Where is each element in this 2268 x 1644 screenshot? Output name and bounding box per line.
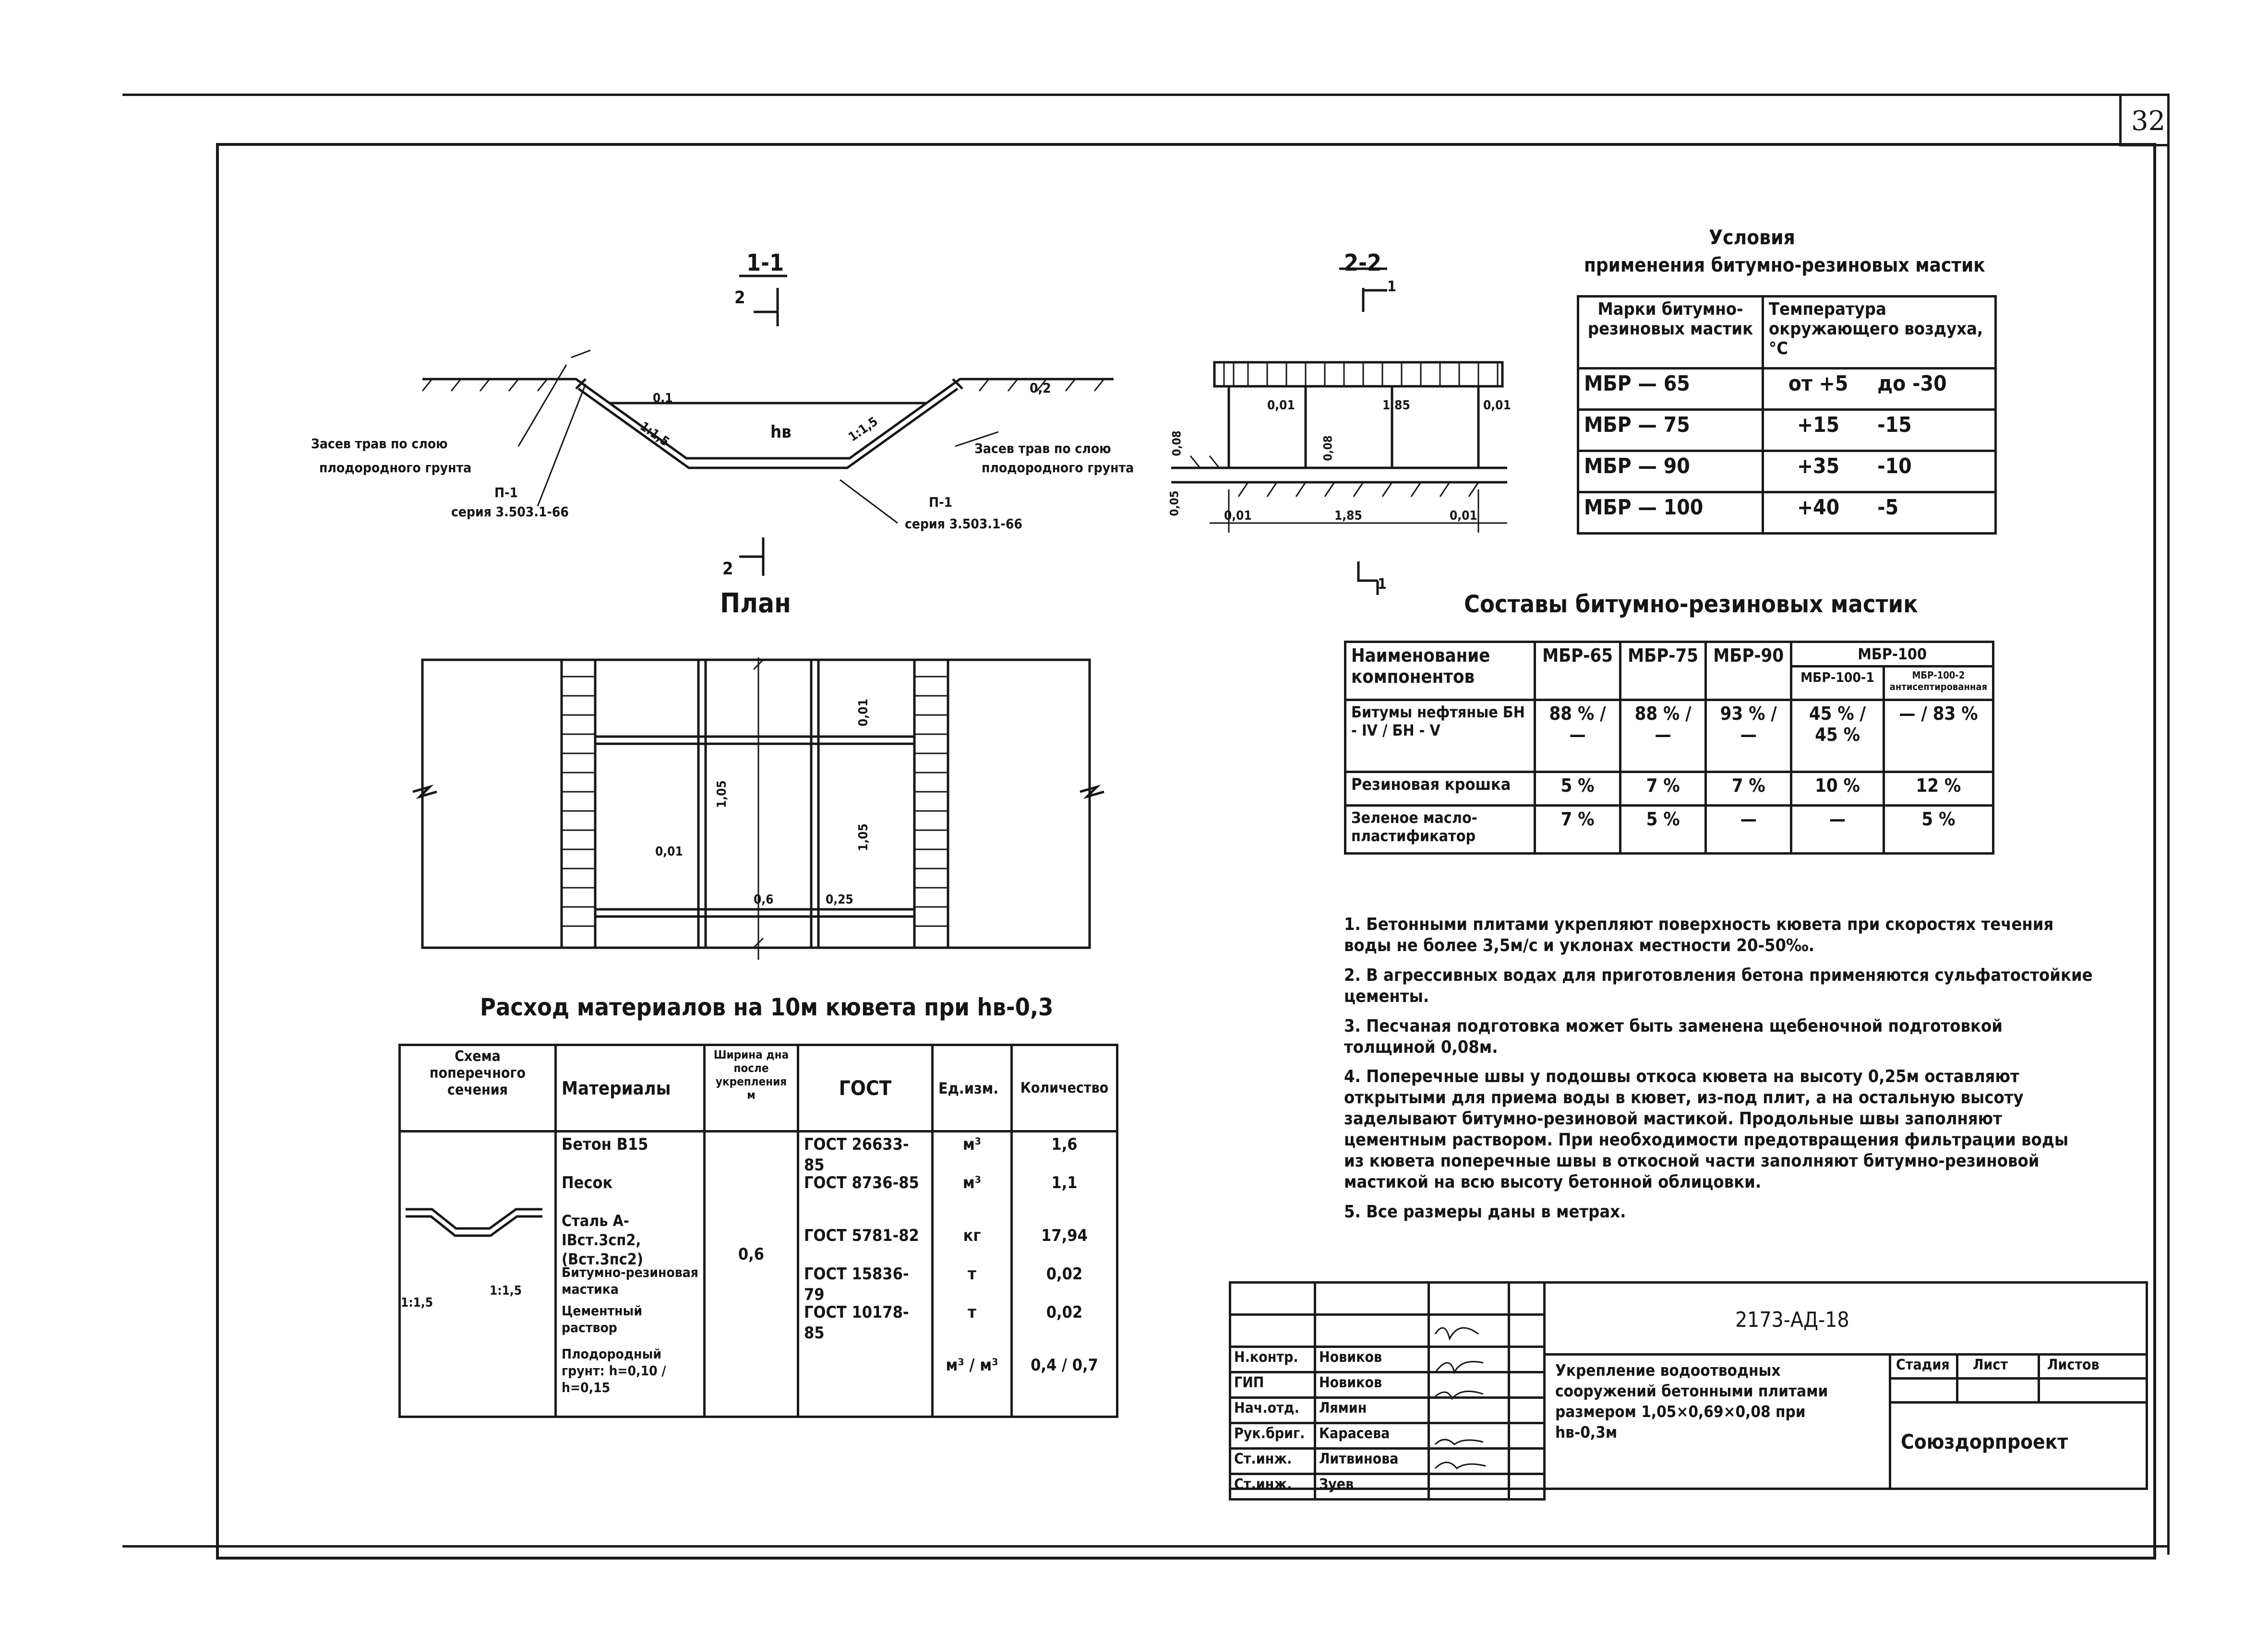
stamp-name: Лямин	[1315, 1398, 1429, 1423]
comp-cell: 7 %	[1535, 806, 1620, 854]
conditions-subtitle: применения битумно-резиновых мастик	[1584, 254, 1985, 276]
slope-right-label: 1:1,5	[846, 414, 881, 445]
mat-names	[556, 1132, 705, 1417]
conditions-from: +40	[1763, 492, 1873, 534]
conditions-to: -5	[1872, 492, 1995, 534]
conditions-brand: МБР — 100	[1578, 492, 1763, 534]
section-1-1-cut-bottom: 2	[722, 559, 733, 579]
plan-dim-001-left: 0,01	[655, 845, 683, 859]
mat-name: Бетон В15	[562, 1135, 648, 1154]
mat-qtys	[1012, 1132, 1117, 1417]
s22-dim-008-a: 0,08	[1321, 435, 1335, 461]
plan-dim-06: 0,6	[754, 893, 774, 907]
stamp-name: Новиков	[1315, 1372, 1429, 1398]
stamp-code-divider	[1546, 1353, 2146, 1356]
conditions-head-brand: Марки битумно-резиновых мастик	[1578, 297, 1763, 369]
s22-dim-005: 0,05	[1167, 490, 1181, 516]
conditions-table	[1577, 295, 1997, 535]
mat-head-scheme: Схема поперечного сечения	[400, 1045, 556, 1132]
grass-left-line1: Засев трав по слою	[311, 436, 448, 452]
mat-qty: 0,4 / 0,7	[1031, 1356, 1098, 1375]
comp-row-rubber: Резиновая крошка	[1345, 772, 1535, 806]
plan-label: План	[720, 588, 791, 619]
stamp-role: Рук.бриг.	[1230, 1423, 1315, 1449]
stamp-sheet: Лист	[1973, 1357, 2008, 1373]
stamp-name: Новиков	[1315, 1347, 1429, 1372]
mat-unit: м³	[962, 1135, 982, 1154]
water-depth-label: hв	[770, 422, 792, 442]
stamp-code: 2173-АД-18	[1735, 1308, 1849, 1332]
conditions-to: -15	[1872, 410, 1995, 451]
s22-dim-001-d: 0,01	[1450, 509, 1477, 523]
mat-unit: м³ / м³	[946, 1356, 998, 1375]
conditions-brand: МБР — 65	[1578, 369, 1763, 410]
comp-cell: 12 %	[1884, 772, 1993, 806]
conditions-from: +15	[1763, 410, 1873, 451]
comp-cell: 45 % / 45 %	[1791, 700, 1884, 772]
stamp-col-div1	[1956, 1353, 1958, 1401]
mat-qty: 17,94	[1041, 1226, 1088, 1245]
comp-cell: 88 % / —	[1535, 700, 1620, 772]
mat-unit: т	[968, 1303, 976, 1322]
mat-head-materials: Материалы	[556, 1045, 705, 1132]
grass-right-line2: плодородного грунта	[982, 460, 1134, 476]
mat-width-cell	[705, 1132, 798, 1417]
mat-name: Плодородный грунт: h=0,10 / h=0,15	[562, 1346, 666, 1395]
stamp-role: Н.контр.	[1230, 1347, 1315, 1372]
mat-unit: т	[968, 1264, 976, 1284]
stamp-stage-row-bottom2	[1889, 1401, 2146, 1404]
scheme-slope-left: 1:1,5	[401, 1296, 433, 1310]
note-item: 5. Все размеры даны в метрах.	[1344, 1202, 1626, 1222]
stamp-block	[1229, 1281, 2148, 1493]
mat-unit: м³	[962, 1173, 982, 1192]
comp-head-mbr90: МБР-90	[1706, 642, 1791, 700]
mat-qty: 0,02	[1046, 1264, 1083, 1284]
note-item: 3. Песчаная подготовка может быть заменена щебеночной подготовкой толщиной 0,08м.	[1344, 1016, 2003, 1057]
mat-qty: 1,1	[1051, 1173, 1078, 1192]
conditions-title: Условия	[1709, 226, 1795, 249]
series-left: серия 3.503.1-66	[451, 504, 569, 520]
materials-title: Расход материалов на 10м кювета при hв-0,3	[480, 993, 1054, 1021]
conditions-from: от +5	[1763, 369, 1873, 410]
slope-left-label: 1:1,5	[637, 419, 672, 450]
mat-head-width: Ширина дна после укрепления м	[705, 1045, 798, 1132]
comp-row-bitumen: Битумы нефтяные БН - IV / БН - V	[1345, 700, 1535, 772]
mat-gost: ГОСТ 15836-79	[804, 1264, 909, 1304]
stamp-stage-row-bottom	[1889, 1377, 2146, 1380]
mat-scheme-cell	[400, 1132, 556, 1417]
comp-row-oil: Зеленое масло-пластификатор	[1345, 806, 1535, 854]
conditions-brand: МБР — 75	[1578, 410, 1763, 451]
comp-head-mbr65: МБР-65	[1535, 642, 1620, 700]
s22-dim-008-b: 0,08	[1170, 430, 1184, 456]
comp-cell: 93 % / —	[1706, 700, 1791, 772]
section-2-2-cut-bottom: 1	[1378, 576, 1387, 593]
comp-cell: —	[1791, 806, 1884, 854]
comp-cell: 5 %	[1884, 806, 1993, 854]
composition-title: Составы битумно-резиновых мастик	[1464, 590, 1918, 618]
section-1-1-label: 1-1	[746, 250, 784, 276]
comp-cell: 7 %	[1620, 772, 1706, 806]
mat-name: Сталь А-IВст.3сп2, (Вст.3пс2)	[562, 1212, 643, 1268]
mat-unit: кг	[963, 1226, 981, 1245]
mat-width: 0,6	[738, 1245, 765, 1264]
s22-dim-185: 1,85	[1382, 398, 1410, 413]
conditions-to: до -30	[1872, 369, 1995, 410]
plan-dim-025: 0,25	[826, 893, 853, 907]
mat-name: Песок	[562, 1173, 613, 1192]
plan-dim-105-b: 1,05	[856, 823, 871, 851]
series-right: серия 3.503.1-66	[905, 516, 1022, 532]
scheme-slope-right: 1:1,5	[490, 1284, 522, 1298]
plan-dim-105-a: 1,05	[714, 780, 729, 808]
s22-dim-001-b: 0,01	[1483, 398, 1511, 413]
conditions-to: -10	[1872, 451, 1995, 492]
comp-head-mbr100: МБР-100	[1791, 642, 1993, 667]
mat-gost: ГОСТ 8736-85	[804, 1173, 919, 1192]
dim-01: 0,1	[653, 391, 673, 405]
comp-cell: —	[1706, 806, 1791, 854]
comp-cell: 5 %	[1535, 772, 1620, 806]
mat-head-unit: Ед.изм.	[933, 1045, 1012, 1132]
section-1-1-cut-top: 2	[734, 288, 745, 308]
dim-02: 0,2	[1030, 380, 1051, 396]
grass-left-line2: плодородного грунта	[319, 460, 472, 476]
section-2-2-label: 2-2	[1344, 250, 1382, 276]
mat-name: Битумно-резиновая мастика	[562, 1264, 698, 1297]
stamp-people-table	[1229, 1281, 1546, 1501]
p1-right: П-1	[929, 494, 953, 510]
grass-right-line1: Засев трав по слою	[974, 441, 1111, 456]
comp-cell: 7 %	[1706, 772, 1791, 806]
stamp-role: ГИП	[1230, 1372, 1315, 1398]
comp-head-name: Наименование компонентов	[1345, 642, 1535, 700]
comp-cell: — / 83 %	[1884, 700, 1993, 772]
composition-table	[1344, 641, 1994, 855]
stamp-name: Карасева	[1315, 1423, 1429, 1449]
comp-head-mbr75: МБР-75	[1620, 642, 1706, 700]
note-item: 4. Поперечные швы у подошвы откоса кювета на высоту 0,25м оставляют открытыми для приема воды в кювет, из-под плит, а на остальную высоту заделывают битумно-резиновой мастикой. Продольные швы заполняют цементным раствором. При необходимости предотвращения фильтрации воды из кювета поперечные швы в откосной части заполняют битумно-резиновой мастикой на всю высоту бетонной облицовки.	[1344, 1067, 2069, 1192]
stamp-col-div2	[2038, 1353, 2040, 1401]
stamp-right-divider	[1889, 1353, 1891, 1488]
stamp-name: Зуев	[1315, 1474, 1429, 1500]
mat-gost: ГОСТ 5781-82	[804, 1226, 919, 1245]
stamp-org: Союздорпроект	[1901, 1430, 2068, 1453]
comp-head-mbr100-1: МБР-100-1	[1791, 667, 1884, 700]
stamp-title: Укрепление водоотводных сооружений бетонными плитами размером 1,05×0,69×0,08 при hв-0,3м	[1555, 1361, 1828, 1441]
mat-qty: 0,02	[1046, 1303, 1083, 1322]
ditch-lining-line	[578, 389, 958, 468]
stamp-sheets: Листов	[2047, 1357, 2100, 1373]
p1-left: П-1	[494, 485, 518, 500]
mat-gost: ГОСТ 26633-85	[804, 1135, 909, 1175]
section-2-2-cut-top: 1	[1387, 278, 1396, 295]
stamp-role: Ст.инж.	[1230, 1474, 1315, 1500]
conditions-from: +35	[1763, 451, 1873, 492]
comp-cell: 88 % / —	[1620, 700, 1706, 772]
notes-block	[1344, 914, 2093, 1231]
mat-units	[933, 1132, 1012, 1417]
mat-head-qty: Количество	[1012, 1045, 1117, 1132]
note-item: 1. Бетонными плитами укрепляют поверхность кювета при скоростях течения воды не более 3,5м/с и уклонах местности 20-50‰.	[1344, 915, 2054, 955]
comp-cell: 10 %	[1791, 772, 1884, 806]
comp-head-mbr100-2: МБР-100-2 антисептированная	[1884, 667, 1993, 700]
stamp-stage: Стадия	[1896, 1357, 1950, 1373]
mat-qty: 1,6	[1051, 1135, 1078, 1154]
comp-cell: 5 %	[1620, 806, 1706, 854]
s22-dim-185-b: 1,85	[1334, 509, 1362, 523]
mat-gosts	[798, 1132, 933, 1417]
mat-name: Цементный раствор	[562, 1303, 642, 1335]
stamp-role: Ст.инж.	[1230, 1449, 1315, 1474]
stamp-name: Литвинова	[1315, 1449, 1429, 1474]
conditions-brand: МБР — 90	[1578, 451, 1763, 492]
page-number: 32	[2131, 106, 2166, 137]
plan-dim-001-top: 0,01	[856, 699, 871, 727]
mat-gost: ГОСТ 10178-85	[804, 1303, 909, 1343]
s22-dim-001-c: 0,01	[1224, 509, 1252, 523]
s22-dim-001-a: 0,01	[1267, 398, 1295, 413]
stamp-role: Нач.отд.	[1230, 1398, 1315, 1423]
materials-table	[398, 1044, 1118, 1418]
mat-head-gost: ГОСТ	[798, 1045, 933, 1132]
note-item: 2. В агрессивных водах для приготовления бетона применяются сульфатостойкие цементы.	[1344, 965, 2093, 1006]
conditions-head-temp: Температура окружающего воздуха, °С	[1763, 297, 1996, 369]
